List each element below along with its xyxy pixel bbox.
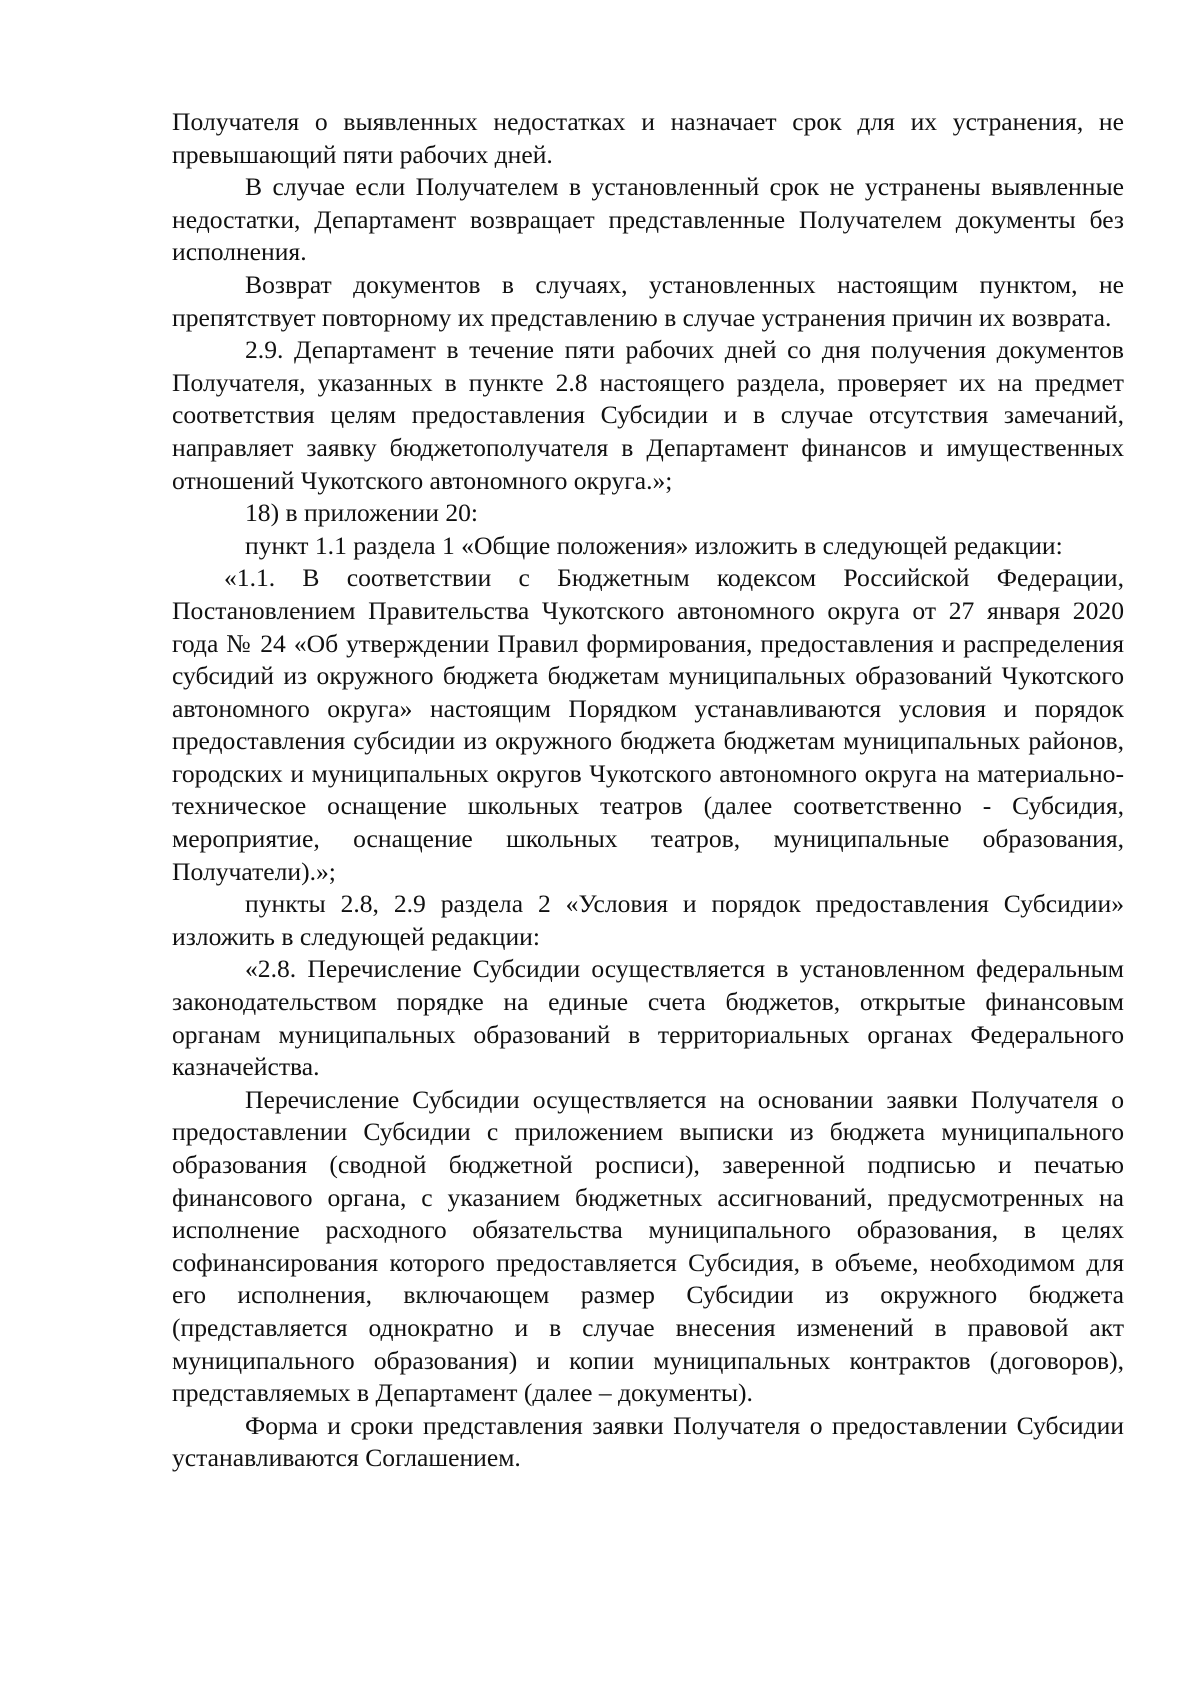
paragraph-continuation: Получателя о выявленных недостатках и назначает срок для их устранения, не превышающий пяти рабочих дней. (172, 107, 1124, 169)
paragraph-item-18: 18) в приложении 20: (245, 498, 479, 528)
paragraph-clause-1-1-text: «1.1. В соответствии с Бюджетным кодексом Российской Федерации, Постановлением Правительства Чукотского автономного округа от 27 января 2020 года № 24 «Об утверждении Правил формирования, предоставления и распределения субсидий из окружного бюджета бюджетам муниципальных образований Чукотского автономного округа» настоящим Порядком устанавливаются условия и порядок предоставления субсидии из окружного бюджета бюджетам муниципальных районов, городских и муниципальных округов Чукотского автономного округа на материально-техническое оснащение школьных театров (далее соответственно - Субсидия, мероприятие, оснащение школьных театров, муниципальные образования, Получатели).»; (172, 563, 1124, 886)
paragraph-clause-2-8-text: «2.8. Перечисление Субсидии осуществляется в установленном федеральным законодательством порядке на единые счета бюджетов, открытые финансовым органам муниципальных образований в территориальных органах Федерального казначейства. (172, 954, 1124, 1082)
paragraph-application-form: Форма и сроки представления заявки Получателя о предоставлении Субсидии устанавливаются Соглашением. (172, 1410, 1124, 1473)
paragraph-transfer-basis: Перечисление Субсидии осуществляется на основании заявки Получателя о предоставлении Субсидии с приложением выписки из бюджета муниципального образования (сводной бюджетной росписи), заверенной подписью и печатью финансового органа, с указанием бюджетных ассигнований, предусмотренных на исполнение расходного обязательства муниципального образования, в целях софинансирования которого предоставляется Субсидия, в объеме, необходимом для его исполнения, включающем размер Субсидии из окружного бюджета (представляется однократно и в случае внесения изменений в правовой акт муниципального образования) и копии муниципальных контрактов (договоров), представляемых в Департамент (далее – документы). (172, 1084, 1124, 1408)
paragraph-clauses-2-8-2-9-instruction: пункты 2.8, 2.9 раздела 2 «Условия и порядок предоставления Субсидии» изложить в следующей редакции: (172, 889, 1124, 951)
paragraph-clause-1-1-instruction: пункт 1.1 раздела 1 «Общие положения» изложить в следующей редакции: (245, 530, 1063, 560)
paragraph-clause-2-9: 2.9. Департамент в течение пяти рабочих дней со дня получения документов Получателя, указанных в пункте 2.8 настоящего раздела, проверяет их на предмет соответствия целям предоставления Субсидии и в случае отсутствия замечаний, направляет заявку бюджетополучателя в Департамент финансов и имущественных отношений Чукотского автономного округа.»; (172, 335, 1124, 495)
paragraph-resubmission: Возврат документов в случаях, установленных настоящим пунктом, не препятствует повторному их представлению в случае устранения причин их возврата. (172, 269, 1124, 332)
document-page (172, 106, 1124, 1475)
paragraph-return-without-execution: В случае если Получателем в установленный срок не устранены выявленные недостатки, Департамент возвращает представленные Получателем документы без исполнения. (172, 172, 1124, 267)
